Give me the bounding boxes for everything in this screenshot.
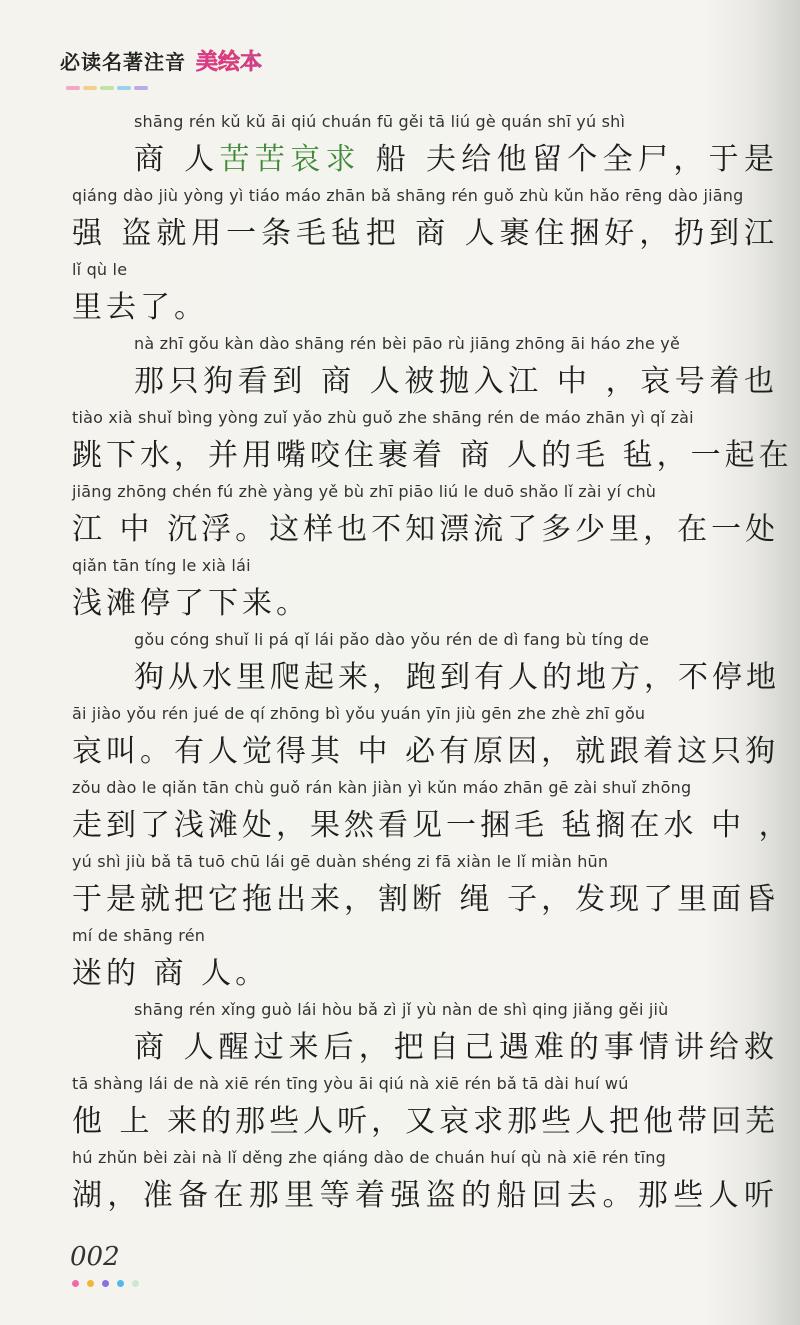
pinyin-annotation: qiǎn tān tíng le xià lái xyxy=(72,556,251,575)
chinese-text xyxy=(72,874,778,918)
text-segment: 商 人 xyxy=(134,142,220,177)
decor-dot xyxy=(102,1280,109,1287)
text-segment: 江 中 沉浮。这样也不知漂流了多少里，在一处 xyxy=(72,512,780,547)
pinyin-annotation: jiāng zhōng chén fú zhè yàng yě bù zhī piāo liú le duō shǎo lǐ zài yí chù xyxy=(72,482,657,501)
chinese-text xyxy=(72,948,778,992)
text-segment: 哀叫。有人觉得其 中 必有原因，就跟着这只狗 xyxy=(72,734,780,769)
pinyin-annotation: shāng rén kǔ kǔ āi qiú chuán fū gěi tā liú gè quán shī yú shì xyxy=(134,112,626,131)
text-line xyxy=(72,852,778,924)
text-segment: 于是就把它拖出来，割断 绳 子，发现了里面昏 xyxy=(72,882,780,917)
highlighted-word: 苦苦哀求 xyxy=(219,142,361,177)
text-line xyxy=(72,186,778,258)
text-segment: 湖，准备在那里等着强盗的船回去。那些人听 xyxy=(72,1178,778,1213)
text-segment: 迷的 商 人。 xyxy=(72,956,270,991)
pinyin-annotation: gǒu cóng shuǐ li pá qǐ lái pǎo dào yǒu rén de dì fang bù tíng de xyxy=(134,630,650,649)
series-title: 必读名著注音 xyxy=(60,49,186,74)
chinese-text xyxy=(72,282,778,326)
chinese-text xyxy=(134,652,778,696)
decor-dash xyxy=(134,86,148,90)
footer-decoration xyxy=(72,1280,139,1287)
pinyin-annotation: tā shàng lái de nà xiē rén tīng yòu āi qiú nà xiē rén bǎ tā dài huí wú xyxy=(72,1074,629,1093)
text-segment: 里去了。 xyxy=(72,290,208,325)
text-line xyxy=(72,778,793,850)
text-segment: 船 夫给他留个全尸，于是 xyxy=(360,142,778,177)
pinyin-annotation: mí de shāng rén xyxy=(72,926,206,945)
chinese-text xyxy=(72,800,793,844)
chinese-text xyxy=(72,504,778,548)
pinyin-annotation: hú zhǔn bèi zài nà lǐ děng zhe qiáng dào de chuán huí qù nà xiē rén tīng xyxy=(72,1148,667,1167)
pinyin-annotation: nà zhī gǒu kàn dào shāng rén bèi pāo rù jiāng zhōng āi háo zhe yě xyxy=(134,334,680,353)
text-line xyxy=(72,1148,778,1220)
chinese-text xyxy=(134,356,778,400)
pinyin-annotation: zǒu dào le qiǎn tān chù guǒ rán kàn jiàn yì kǔn máo zhān gē zài shuǐ zhōng xyxy=(72,778,692,797)
pinyin-annotation: shāng rén xǐng guò lái hòu bǎ zì jǐ yù nàn de shì qing jiǎng gěi jiù xyxy=(134,1000,669,1019)
chinese-text xyxy=(72,430,793,474)
chinese-text xyxy=(134,1022,778,1066)
text-segment: 他 上 来的那些人听，又哀求那些人把他带回芜 xyxy=(72,1104,780,1139)
text-segment: 狗从水里爬起来，跑到有人的地方，不停地 xyxy=(134,660,780,695)
header-decoration xyxy=(66,86,148,90)
decor-dot xyxy=(72,1280,79,1287)
text-line xyxy=(72,556,778,628)
text-line xyxy=(72,112,778,184)
text-line xyxy=(72,408,793,480)
page-number: 002 xyxy=(70,1242,120,1272)
decor-dot xyxy=(132,1280,139,1287)
chinese-text xyxy=(72,1096,778,1140)
text-segment: 浅滩停了下来。 xyxy=(72,586,310,621)
decor-dot xyxy=(117,1280,124,1287)
text-segment: 商 人醒过来后，把自己遇难的事情讲给救 xyxy=(134,1030,778,1065)
text-segment: 跳下水，并用嘴咬住裹着 商 人的毛 毡，一起在 xyxy=(72,438,793,473)
text-line xyxy=(72,926,778,998)
decor-dash xyxy=(117,86,131,90)
decor-dash xyxy=(83,86,97,90)
decor-dash xyxy=(100,86,114,90)
chinese-text xyxy=(72,1170,778,1214)
text-segment: 那只狗看到 商 人被抛入江 中 ，哀号着也 xyxy=(134,364,778,399)
series-badge-logo: 美绘本 xyxy=(196,45,262,76)
text-segment: 走到了浅滩处，果然看见一捆毛 毡搁在水 中 ， xyxy=(72,808,793,843)
pinyin-annotation: yú shì jiù bǎ tā tuō chū lái gē duàn shéng zi fā xiàn le lǐ miàn hūn xyxy=(72,852,609,871)
text-line xyxy=(72,1074,778,1146)
decor-dash xyxy=(66,86,80,90)
text-line xyxy=(72,482,778,554)
pinyin-annotation: tiào xià shuǐ bìng yòng zuǐ yǎo zhù guǒ zhe shāng rén de máo zhān yì qǐ zài xyxy=(72,408,694,427)
text-segment: 强 盗就用一条毛毡把 商 人裹住捆好，扔到江 xyxy=(72,216,778,251)
pinyin-annotation: āi jiào yǒu rén jué de qí zhōng bì yǒu yuán yīn jiù gēn zhe zhè zhī gǒu xyxy=(72,704,646,723)
pinyin-annotation: qiáng dào jiù yòng yì tiáo máo zhān bǎ shāng rén guǒ zhù kǔn hǎo rēng dào jiāng xyxy=(72,186,744,205)
text-line xyxy=(72,260,778,332)
text-line xyxy=(72,704,778,776)
text-line xyxy=(72,1000,778,1072)
chinese-text xyxy=(72,726,778,770)
decor-dot xyxy=(87,1280,94,1287)
text-line xyxy=(72,630,778,702)
pinyin-annotation: lǐ qù le xyxy=(72,260,128,279)
chinese-text xyxy=(72,208,778,252)
page-header xyxy=(60,40,262,80)
chinese-text xyxy=(134,134,778,178)
chinese-text xyxy=(72,578,778,622)
text-line xyxy=(72,334,778,406)
